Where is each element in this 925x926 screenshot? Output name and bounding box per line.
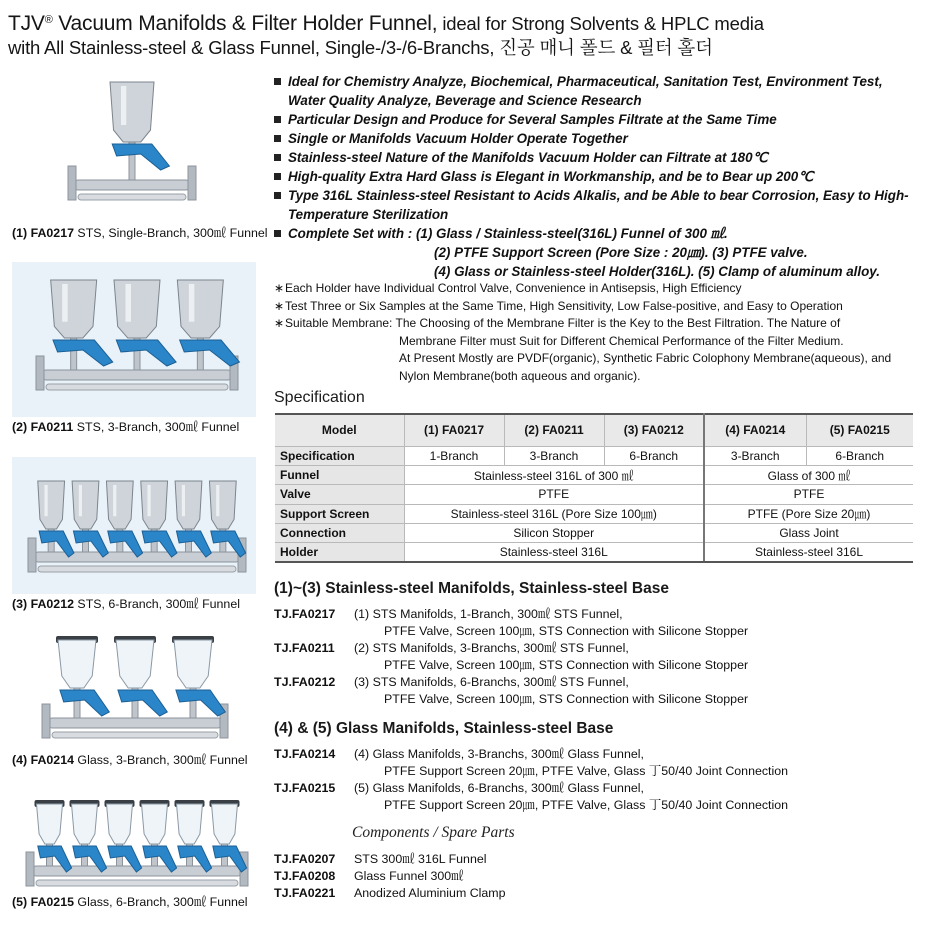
funnel-highlight [79, 485, 82, 516]
manifold-end-plate [28, 538, 36, 572]
column-header: (2) FA0211 [504, 414, 604, 446]
product-caption [12, 753, 256, 768]
table-cell: PTFE [704, 485, 913, 504]
funnel-highlight [216, 485, 219, 516]
spec-table [275, 413, 913, 563]
row-header: Support Screen [275, 504, 404, 523]
product-caption [12, 895, 256, 910]
product-caption [12, 597, 256, 612]
funnel-highlight [147, 485, 150, 516]
column-header: (1) FA0217 [404, 414, 504, 446]
manifold-end-plate [42, 704, 50, 738]
table-cell: Stainless-steel 316L [404, 543, 704, 562]
feature-item: Particular Design and Produce for Several Samples Filtrate at the Same Time [274, 110, 914, 129]
manifold-end-plate [188, 166, 196, 200]
table-cell: PTFE (Pore Size 20㎛) [704, 504, 913, 523]
row-header: Funnel [275, 465, 404, 484]
glass-funnel [174, 640, 212, 688]
asterisk-icon: ∗ [274, 298, 285, 313]
table-cell: 6-Branch [806, 446, 913, 465]
table-cell: Glass of 300 ㎖ [704, 465, 913, 484]
table-row [275, 543, 913, 562]
clamp-handle [112, 144, 169, 170]
feature-list [274, 72, 914, 281]
steel-funnel [106, 481, 133, 529]
asterisk-icon: ∗ [274, 281, 285, 295]
product-desc: STS, 6-Branch, 300㎖ Funnel [73, 597, 240, 611]
steel-funnel [110, 82, 154, 142]
table-cell: Stainless-steel 316L (Pore Size 100㎛) [404, 504, 704, 523]
manifold-rail [74, 180, 190, 190]
item-code: TJ.FA0207 [274, 852, 336, 866]
table-row [275, 504, 913, 523]
manifold-rail [48, 718, 222, 728]
glass-funnel [37, 804, 63, 844]
clamp-handle [60, 690, 109, 716]
item-code: TJ.FA0208 [274, 869, 336, 883]
bullet-square-icon [274, 230, 281, 237]
spec-heading: Specification [274, 389, 365, 406]
manifold-rail [42, 370, 232, 380]
column-header: (3) FA0212 [604, 414, 704, 446]
list-item: TJ.FA0215 (5) Glass Manifolds, 6-Branchs, 300㎖ Glass Funnel, PTFE Support Screen 20㎛, PTFE Valve, Glass 丁50/40 Joint Connection [274, 781, 789, 812]
glass-funnel [72, 804, 98, 844]
table-cell: 1-Branch [404, 446, 504, 465]
item-code: TJ.FA0221 [274, 886, 336, 900]
glass-funnel [116, 640, 154, 688]
title-line2: with All Stainless-steel & Glass Funnel, Single-/3-/6-Branchs, 진공 매니 폴드 & 필터 홀더 [8, 37, 713, 59]
funnel-highlight [121, 86, 126, 125]
product-desc: Glass, 6-Branch, 300㎖ Funnel [73, 895, 248, 909]
components-list [274, 851, 919, 902]
table-cell: Stainless-steel 316L [704, 543, 913, 562]
item-code: TJ.FA0212 [274, 675, 336, 689]
bullet-square-icon [274, 192, 281, 199]
glass-funnel [177, 804, 203, 844]
product-photo-fa0212 [12, 457, 256, 594]
steel-funnel [175, 481, 202, 529]
note-item: ∗ Suitable Membrane: The Choosing of the Membrane Filter is the Key to the Best Filtration. The Nature of Membrane Filter must Suit for Different Chemical Performance of the Filter Medium. At Present Mostly are PVDF(organic), Synthetic Fabric Colophony Membrane(aqueous), and Nylon Membrane(both aqueous and organic). [274, 316, 892, 383]
item-code: TJ.FA0214 [274, 747, 336, 761]
funnel-highlight [126, 284, 132, 322]
table-cell: Glass Joint [704, 524, 913, 543]
product-fa0217 [12, 72, 268, 241]
feature-item: Type 316L Stainless-steel Resistant to Acids Alkalis, and be Able to bear Corrosion, Easy to High-Temperature Sterilization [274, 186, 914, 224]
bullet-square-icon [274, 173, 281, 180]
bullet-square-icon [274, 154, 281, 161]
feature-item: High-quality Extra Hard Glass is Elegant in Workmanship, and be to Bear up 200℃ [274, 167, 914, 186]
registered-mark: ® [44, 14, 53, 26]
column-header: Model [275, 414, 404, 446]
table-cell: 3-Branch [704, 446, 806, 465]
funnel-highlight [189, 284, 195, 322]
complete-set-line3: (4) Glass or Stainless-steel Holder(316L). (5) Clamp of aluminum alloy. [434, 264, 880, 279]
note-item: ∗ Test Three or Six Samples at the Same Time, High Sensitivity, Low False-positive, and Easy to Operation [274, 298, 919, 316]
manifold-base [38, 566, 236, 572]
list-item: TJ.FA0221 Anodized Aluminium Clamp [274, 886, 506, 900]
product-fa0212 [12, 457, 256, 612]
list-item: TJ.FA0212 (3) STS Manifolds, 6-Branchs, 300㎖ STS Funnel, PTFE Valve, Screen 100㎛, STS Connection with Silicone Stopper [274, 675, 749, 706]
manifold-end-plate [26, 852, 34, 886]
product-code: (2) FA0211 [12, 420, 74, 434]
notes [274, 280, 919, 385]
table-cell: PTFE [404, 485, 704, 504]
complete-set-line2: (2) PTFE Support Screen (Pore Size : 20㎛). (3) PTFE valve. [434, 245, 808, 260]
table-cell: Stainless-steel 316L of 300 ㎖ [404, 465, 704, 484]
product-code: (1) FA0217 [12, 226, 74, 240]
section-heading-sts: (1)~(3) Stainless-steel Manifolds, Stainless-steel Base [274, 580, 669, 597]
table-row [275, 485, 913, 504]
title-main: Vacuum Manifolds & Filter Holder Funnel, [52, 12, 438, 36]
list-item: TJ.FA0217 (1) STS Manifolds, 1-Branch, 300㎖ STS Funnel, PTFE Valve, Screen 100㎛, STS Connection with Silicone Stopper [274, 607, 749, 638]
item-code: TJ.FA0211 [274, 641, 335, 655]
item-code: TJ.FA0217 [274, 607, 336, 621]
manifold-base [36, 880, 238, 886]
product-fa0215 [12, 794, 256, 910]
table-header-row [275, 414, 913, 446]
list-item: TJ.FA0207 STS 300㎖ 316L Funnel [274, 852, 487, 866]
steel-funnel [177, 280, 223, 338]
manifold-base [52, 732, 218, 738]
row-header: Holder [275, 543, 404, 562]
feature-item: Stainless-steel Nature of the Manifolds Vacuum Holder can Filtrate at 180℃ [274, 148, 914, 167]
clamp-handle [118, 690, 167, 716]
brand-name: TJV [8, 12, 45, 36]
list-item: TJ.FA0208 Glass Funnel 300㎖ [274, 869, 464, 883]
manifold-base [46, 384, 228, 390]
steel-funnel [114, 280, 160, 338]
product-fa0211 [12, 262, 256, 435]
funnel-highlight [44, 485, 47, 516]
steel-funnel [141, 481, 168, 529]
manifold-end-plate [36, 356, 44, 390]
complete-set-item: Complete Set with : (1) Glass / Stainless-steel(316L) Funnel of 300 ㎖. (2) PTFE Support Screen (Pore Size : 20㎛). (3) PTFE valve. (4) Glass or Stainless-steel Holder(316L). (5) Clamp of aluminum alloy. [274, 224, 914, 281]
sts-product-list [274, 606, 919, 708]
glass-funnel [58, 640, 96, 688]
product-photo-fa0211 [12, 262, 256, 417]
components-heading: Components / Spare Parts [352, 824, 515, 841]
table-cell: 6-Branch [604, 446, 704, 465]
product-photo-fa0215 [12, 794, 256, 892]
asterisk-icon: ∗ [274, 316, 285, 330]
row-header: Connection [275, 524, 404, 543]
list-item: TJ.FA0211 (2) STS Manifolds, 3-Branchs, 300㎖ STS Funnel, PTFE Valve, Screen 100㎛, STS Connection with Silicone Stopper [274, 641, 749, 672]
steel-funnel [51, 280, 97, 338]
table-row [275, 524, 913, 543]
product-caption [12, 420, 256, 435]
table-cell: 3-Branch [504, 446, 604, 465]
manifold-end-plate [68, 166, 76, 200]
row-header: Valve [275, 485, 404, 504]
funnel-highlight [182, 485, 185, 516]
column-header: (5) FA0215 [806, 414, 913, 446]
product-code: (3) FA0212 [12, 597, 74, 611]
product-code: (4) FA0214 [12, 753, 74, 767]
page-title [8, 8, 918, 60]
feature-item: Single or Manifolds Vacuum Holder Operate Together [274, 129, 914, 148]
glass-funnel [107, 804, 133, 844]
steel-funnel [209, 481, 236, 529]
bullet-square-icon [274, 116, 281, 123]
product-photo-fa0214 [12, 628, 256, 750]
row-header: Specification [275, 446, 404, 465]
item-code: TJ.FA0215 [274, 781, 336, 795]
product-fa0214 [12, 628, 256, 768]
steel-funnel [38, 481, 65, 529]
bullet-square-icon [274, 78, 281, 85]
bullet-square-icon [274, 135, 281, 142]
product-desc: Glass, 3-Branch, 300㎖ Funnel [73, 753, 248, 767]
clamp-handle [176, 690, 225, 716]
feature-item: Ideal for Chemistry Analyze, Biochemical, Pharmaceutical, Sanitation Test, Environment Test, Water Quality Analyze, Beverage and Science Research [274, 72, 914, 110]
table-cell: Silicon Stopper [404, 524, 704, 543]
note-item: ∗ Each Holder have Individual Control Valve, Convenience in Antisepsis, High Efficiency [274, 280, 919, 298]
column-header: (4) FA0214 [704, 414, 806, 446]
product-photo-fa0217 [12, 72, 256, 222]
section-heading-glass: (4) & (5) Glass Manifolds, Stainless-steel Base [274, 720, 614, 737]
product-desc: STS, Single-Branch, 300㎖ Funnel [73, 226, 268, 240]
list-item: TJ.FA0214 (4) Glass Manifolds, 3-Branchs, 300㎖ Glass Funnel, PTFE Support Screen 20㎛, PTFE Valve, Glass 丁50/40 Joint Connection [274, 747, 789, 778]
glass-product-list [274, 746, 919, 814]
product-caption [12, 226, 268, 241]
glass-funnel [212, 804, 238, 844]
product-code: (5) FA0215 [12, 895, 74, 909]
funnel-highlight [62, 284, 68, 322]
table-row [275, 446, 913, 465]
manifold-base [78, 194, 186, 200]
funnel-highlight [113, 485, 116, 516]
table-row [275, 465, 913, 484]
steel-funnel [72, 481, 99, 529]
glass-funnel [142, 804, 168, 844]
title-rest: ideal for Strong Solvents & HPLC media [437, 13, 764, 35]
product-desc: STS, 3-Branch, 300㎖ Funnel [73, 420, 240, 434]
